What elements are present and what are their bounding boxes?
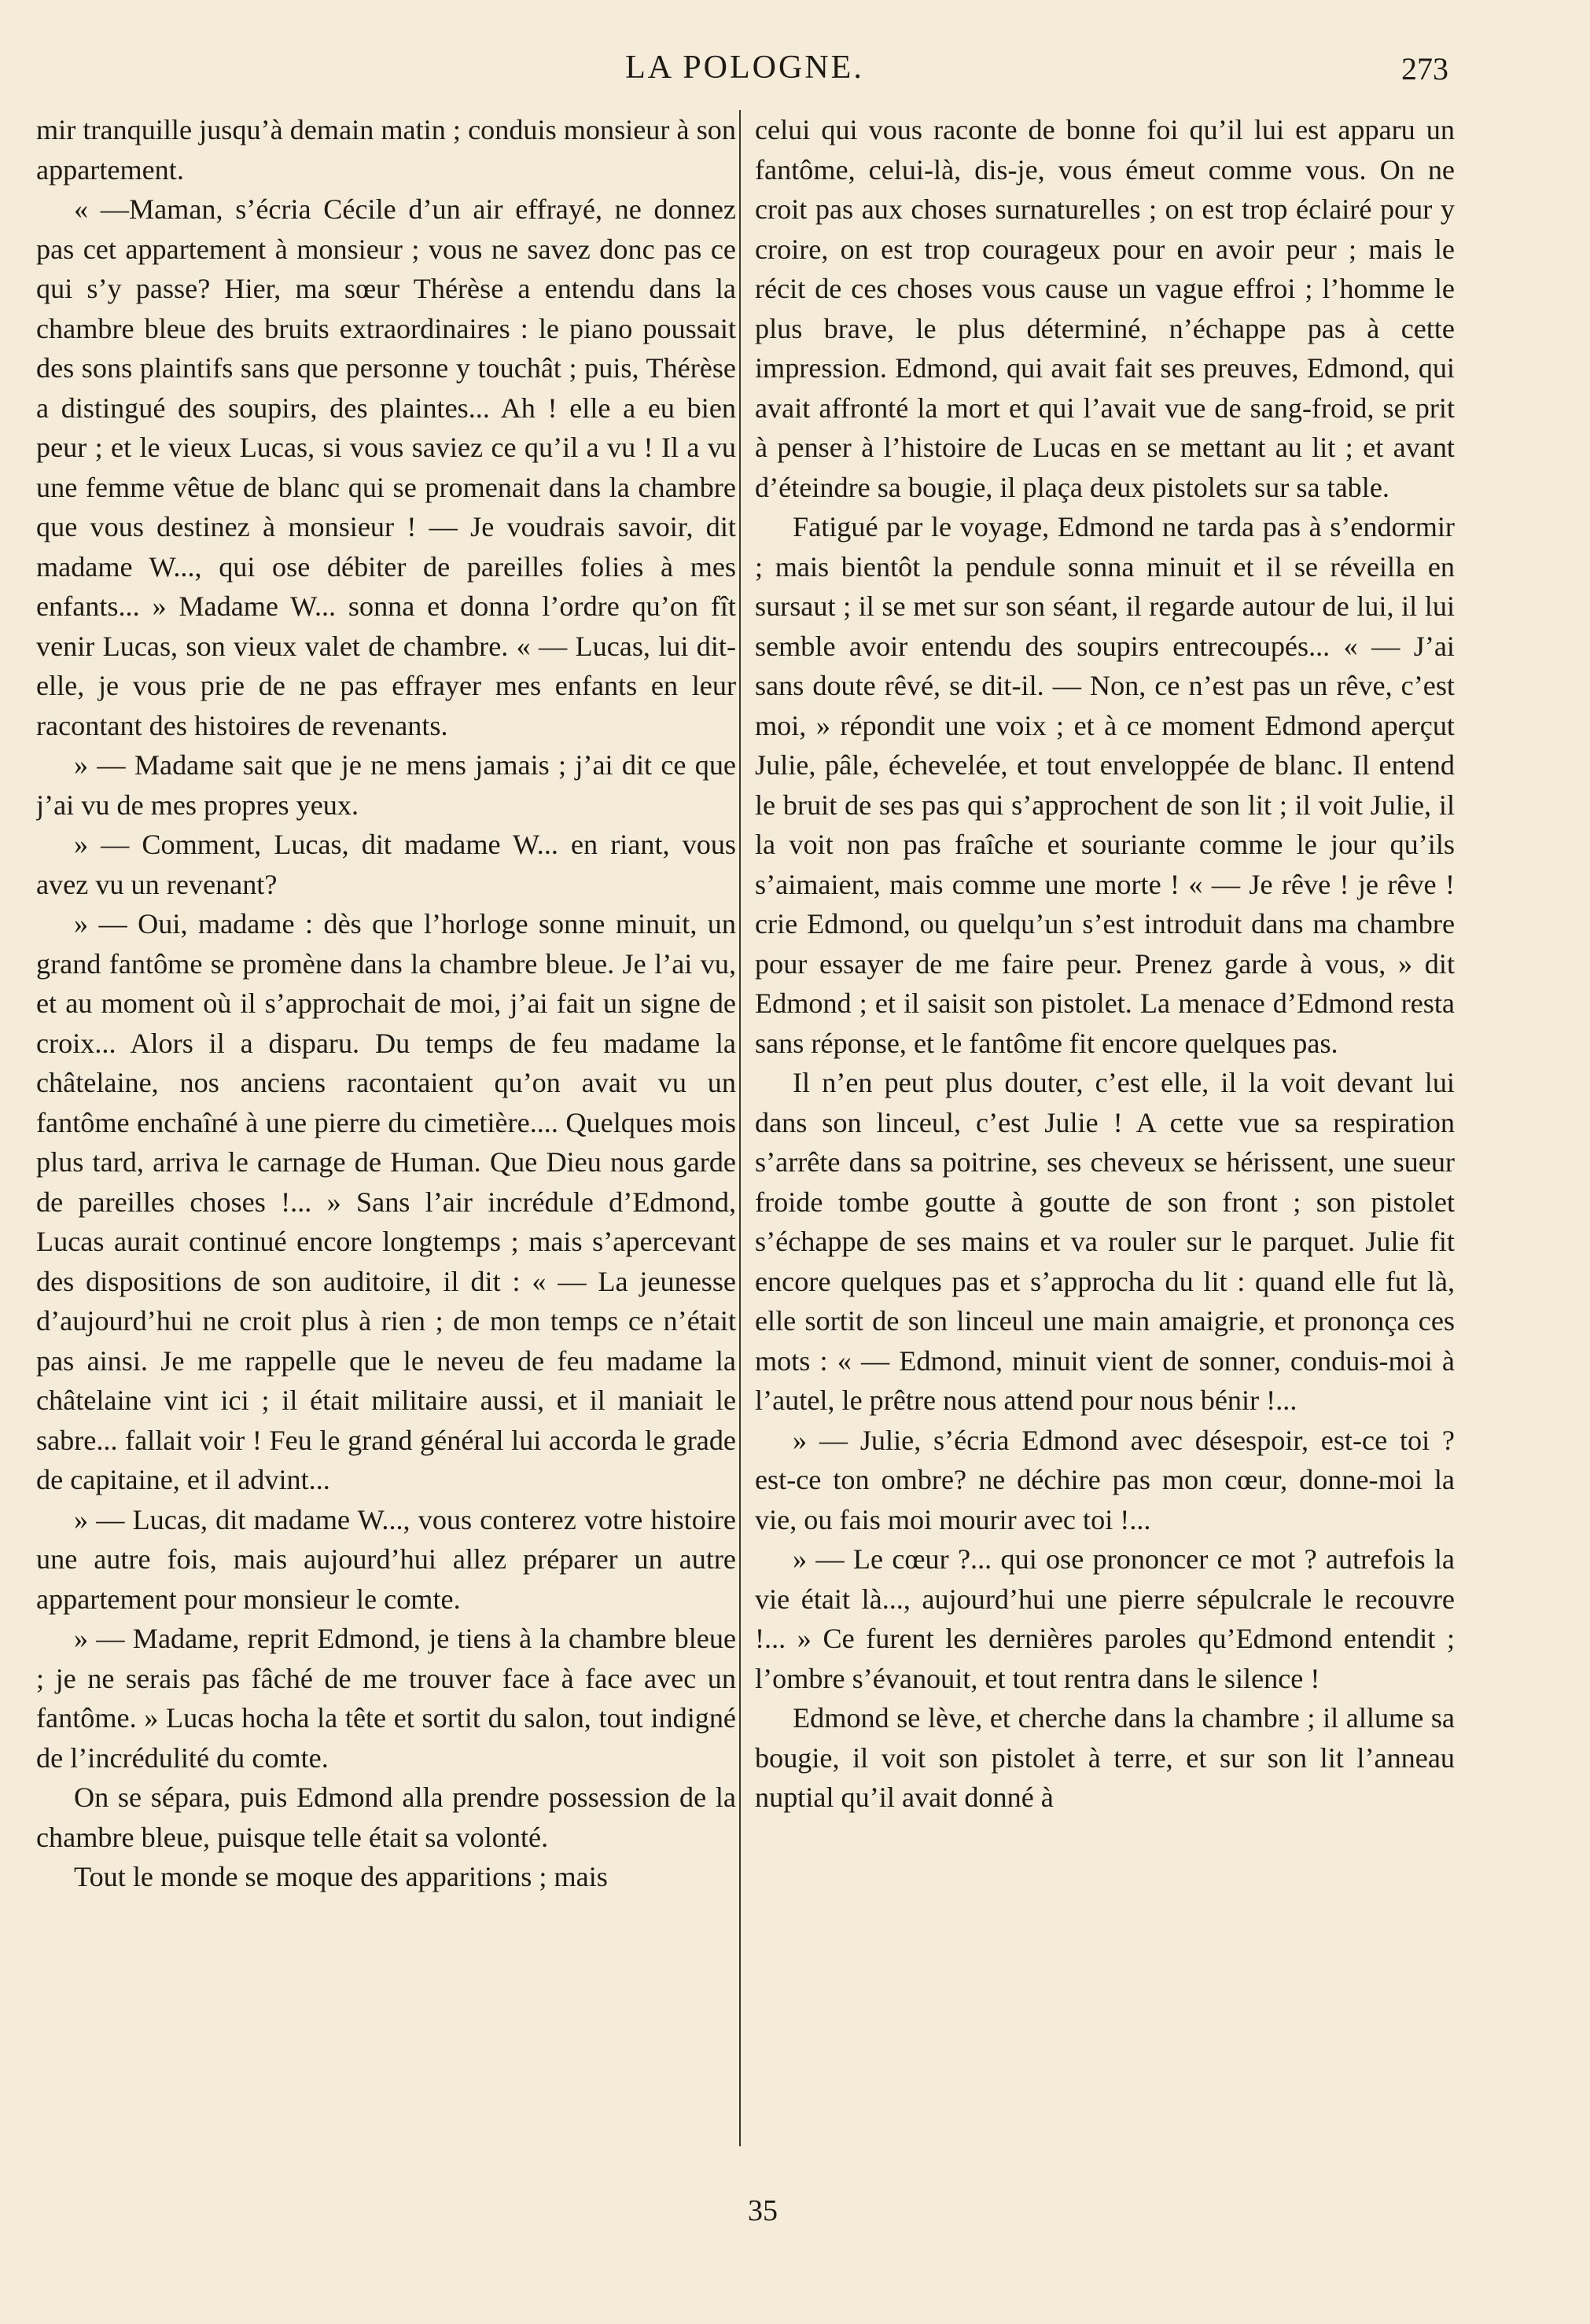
- paragraph: Il n’en peut plus douter, c’est elle, il la voit devant lui dans son linceul, c’est Julie ! A cette vue sa respiration s’arrête dans sa poitrine, ses cheveux se hérissent, une sueur froide tombe goutte à goutte de son front ; son pistolet s’échappe de ses mains et va rouler sur le parquet. Julie fit encore quelques pas et s’approcha du lit : quand elle fut là, elle sortit de son linceul une main amaigrie, et prononça ces mots : « — Edmond, minuit vient de sonner, conduis-moi à l’autel, le prêtre nous attend pour nous bénir !...: [755, 1067, 1455, 1416]
- paragraph: » — Julie, s’écria Edmond avec désespoir, est-ce toi ? est-ce ton ombre? ne déchire pas mon cœur, donne-moi la vie, ou fais moi mourir avec toi !...: [755, 1424, 1455, 1535]
- page-number: 273: [1401, 51, 1448, 86]
- column-divider: [739, 110, 741, 2146]
- paragraph: celui qui vous raconte de bonne foi qu’il lui est apparu un fantôme, celui-là, dis-je, vous émeut comme vous. On ne croit pas aux choses surnaturelles ; on est trop éclairé pour y croire, on est trop courageux pour en avoir peur ; mais le récit de ces choses vous cause un vague effroi ; l’homme le plus brave, le plus déterminé, n’échappe pas à cette impression. Edmond, qui avait fait ses preuves, Edmond, qui avait affronté la mort et qui l’avait vue de sang-froid, se prit à penser à l’histoire de Lucas en se mettant au lit ; et avant d’éteindre sa bougie, il plaça deux pistolets sur sa table.: [755, 114, 1455, 503]
- paragraph: » — Madame, reprit Edmond, je tiens à la chambre bleue ; je ne serais pas fâché de me trouver face à face avec un fantôme. » Lucas hocha la tête et sortit du salon, tout indigné de l’incrédulité du comte.: [36, 1623, 736, 1774]
- running-title: LA POLOGNE.: [625, 50, 864, 86]
- paragraph: » — Le cœur ?... qui ose prononcer ce mot ? autrefois la vie était là..., aujourd’hui une pierre sépulcrale le recouvre !... » Ce furent les dernières paroles qu’Edmond entendit ; l’ombre s’évanouit, et tout rentra dans le silence !: [755, 1543, 1455, 1694]
- paragraph: » — Lucas, dit madame W..., vous conterez votre histoire une autre fois, mais aujourd’hui allez préparer un autre appartement pour monsieur le comte.: [36, 1503, 736, 1615]
- paragraph: » — Comment, Lucas, dit madame W... en riant, vous avez vu un revenant?: [36, 829, 736, 900]
- paragraph: Tout le monde se moque des apparitions ; mais: [74, 1861, 608, 1892]
- paragraph: mir tranquille jusqu’à demain matin ; conduis monsieur à son appartement.: [36, 114, 736, 186]
- paragraph: « —Maman, s’écria Cécile d’un air effrayé, ne donnez pas cet appartement à monsieur ; vous ne savez donc pas ce qui s’y passe? Hier, ma sœur Thérèse a entendu dans la chambre bleue des bruits extraordinaires : le piano poussait des sons plaintifs sans que personne y touchât ; puis, Thérèse a distingué des soupirs, des plaintes... Ah ! elle a eu bien peur ; et le vieux Lucas, si vous saviez ce qu’il a vu ! Il a vu une femme vêtue de blanc qui se promenait dans la chambre que vous destinez à monsieur ! — Je voudrais savoir, dit madame W..., qui ose débiter de pareilles folies à mes enfants... » Madame W... sonna et donna l’ordre qu’on fît venir Lucas, son vieux valet de chambre. « — Lucas, lui dit-elle, je vous prie de ne pas effrayer mes enfants en leur racontant des histoires de revenants.: [36, 193, 736, 741]
- page-header: [41, 49, 1448, 96]
- paragraph: Edmond se lève, et cherche dans la chambre ; il allume sa bougie, il voit son pistolet à terre, et sur son lit l’anneau nuptial qu’il avait donné à: [755, 1702, 1455, 1813]
- paragraph: Fatigué par le voyage, Edmond ne tarda pas à s’endormir ; mais bientôt la pendule sonna minuit et il se réveilla en sursaut ; il se met sur son séant, il regarde autour de lui, il lui semble avoir entendu des soupirs entrecoupés... « — J’ai sans doute rêvé, se dit-il. — Non, ce n’est pas un rêve, c’est moi, » répondit une voix ; et à ce moment Edmond aperçut Julie, pâle, échevelée, et tout enveloppée de blanc. Il entend le bruit de ses pas qui s’approchent de son lit ; il voit Julie, il la voit non pas fraîche et souriante comme le jour qu’ils s’aimaient, mais comme une morte ! « — Je rêve ! je rêve ! crie Edmond, ou quelqu’un s’est introduit dans ma chambre pour essayer de me faire peur. Prenez garde à vous, » dit Edmond ; et il saisit son pistolet. La menace d’Edmond resta sans réponse, et le fantôme fit encore quelques pas.: [755, 511, 1455, 1059]
- paragraph: On se sépara, puis Edmond alla prendre possession de la chambre bleue, puisque telle était sa volonté.: [36, 1782, 736, 1853]
- left-column: [36, 110, 736, 2162]
- signature-mark: 35: [748, 2194, 778, 2227]
- right-column: [755, 110, 1455, 2162]
- paragraph: » — Madame sait que je ne mens jamais ; j’ai dit ce que j’ai vu de mes propres yeux.: [36, 749, 736, 821]
- paragraph: » — Oui, madame : dès que l’horloge sonne minuit, un grand fantôme se promène dans la chambre bleue. Je l’ai vu, et au moment où il s’approchait de moi, j’ai fait un signe de croix... Alors il a disparu. Du temps de feu madame la châtelaine, nos anciens racontaient qu’on avait vu un fantôme enchaîné à une pierre du cimetière.... Quelques mois plus tard, arriva le carnage de Human. Que Dieu nous garde de pareilles choses !... » Sans l’air incrédule d’Edmond, Lucas aurait continué encore longtemps ; mais s’apercevant des dispositions de son auditoire, il dit : « — La jeunesse d’aujourd’hui ne croit plus à rien ; de mon temps ce n’était pas ainsi. Je me rappelle que le neveu de feu madame la châtelaine vint ici ; il était militaire aussi, et il maniait le sabre... fallait voir ! Feu le grand général lui accorda le grade de capitaine, et il advint...: [36, 908, 736, 1495]
